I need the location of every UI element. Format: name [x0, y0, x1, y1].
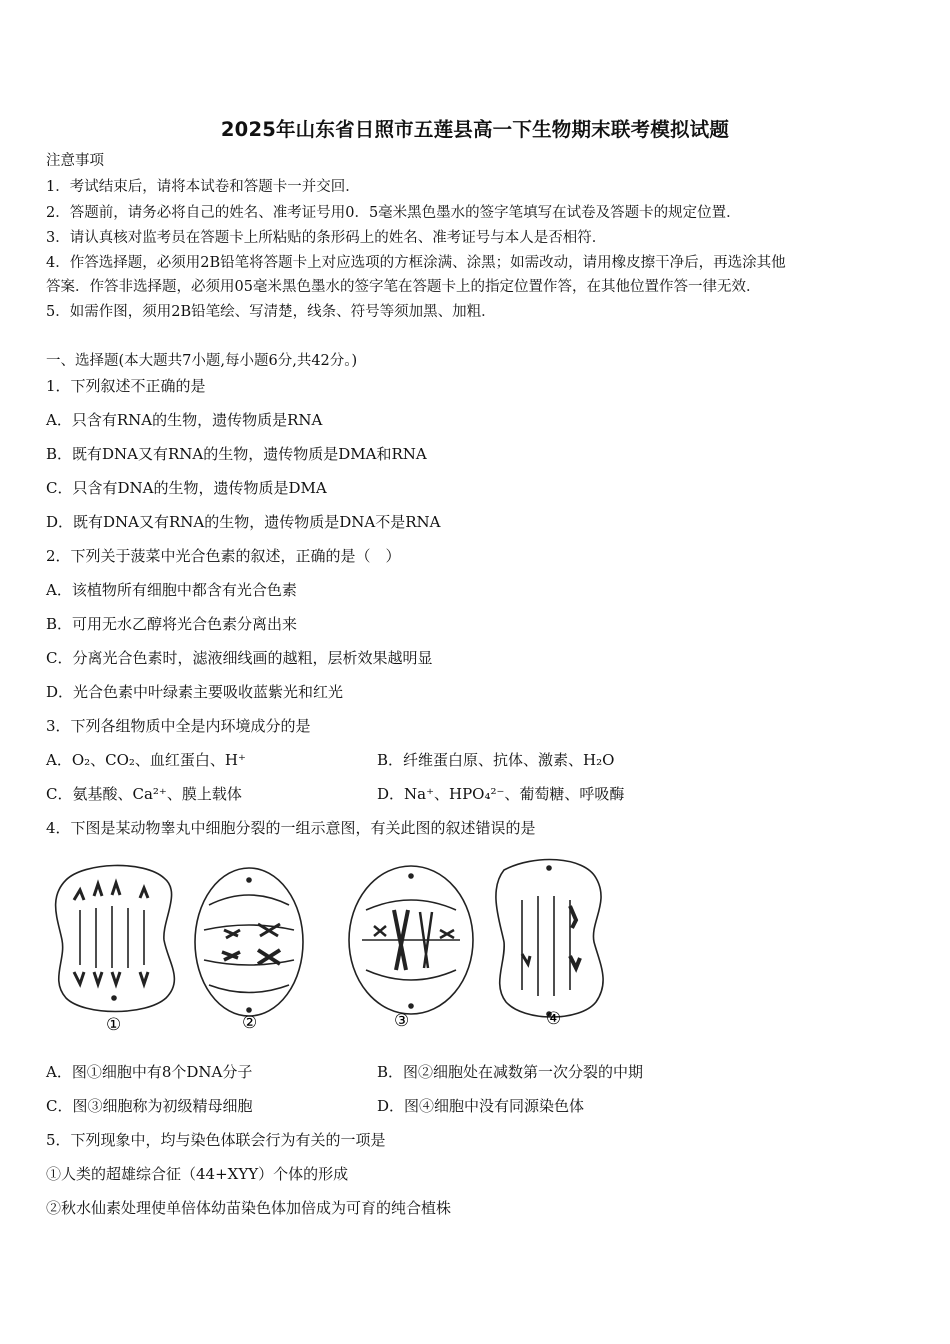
section-heading: 一、选择题(本大题共7小题,每小题6分,共42分。)	[46, 353, 358, 369]
notice-item: 4．作答选择题，必须用2B铅笔将答题卡上对应选项的方框涂满、涂黑；如需改动，请用橡皮擦干净后，再选涂其他	[46, 255, 786, 271]
notice-item: 答案．作答非选择题，必须用05毫米黑色墨水的签字笔在答题卡上的指定位置作答，在其他位置作答一律无效．	[46, 279, 761, 295]
question-1-stem: 1．下列叙述不正确的是	[46, 377, 206, 395]
figure-label-2: ②	[242, 1013, 258, 1033]
q1-option-a: A．只含有RNA的生物，遗传物质是RNA	[46, 411, 323, 429]
figure-label-1: ①	[106, 1015, 122, 1035]
q3-option-a: A．O₂、CO₂、血红蛋白、H⁺	[46, 751, 246, 769]
figure-label-4: ④	[546, 1009, 562, 1029]
q3-option-c: C．氨基酸、Ca²⁺、膜上载体	[46, 785, 242, 803]
q2-option-a: A．该植物所有细胞中都含有光合色素	[46, 581, 297, 599]
q4-option-a: A．图①细胞中有8个DNA分子	[46, 1063, 253, 1081]
cell-4-diagram	[496, 860, 603, 1017]
q1-option-d: D．既有DNA又有RNA的生物，遗传物质是DNA不是RNA	[46, 513, 441, 531]
q5-item-1: ①人类的超雄综合征（44+XYY）个体的形成	[46, 1165, 349, 1183]
q4-option-b: B．图②细胞处在减数第一次分裂的中期	[377, 1063, 644, 1081]
q4-option-c: C．图③细胞称为初级精母细胞	[46, 1097, 253, 1115]
q2-option-b: B．可用无水乙醇将光合色素分离出来	[46, 615, 298, 633]
q2-option-d: D．光合色素中叶绿素主要吸收蓝紫光和红光	[46, 683, 344, 701]
cell-1-diagram	[56, 865, 175, 1011]
q2-option-c: C．分离光合色素时，滤液细线画的越粗，层析效果越明显	[46, 649, 433, 667]
notice-item: 3．请认真核对监考员在答题卡上所粘贴的条形码上的姓名、准考证号与本人是否相符．	[46, 230, 607, 246]
notice-item: 2．答题前，请务必将自己的姓名、准考证号用0．5毫米黑色墨水的签字笔填写在试卷及答题卡的规定位置．	[46, 205, 741, 221]
page-title: 2025年山东省日照市五莲县高一下生物期末联考模拟试题	[220, 118, 730, 141]
notice-item: 1．考试结束后，请将本试卷和答题卡一并交回．	[46, 179, 360, 195]
q1-option-c: C．只含有DNA的生物，遗传物质是DMA	[46, 479, 327, 497]
cell-2-diagram	[195, 868, 303, 1016]
q4-option-d: D．图④细胞中没有同源染色体	[377, 1097, 585, 1115]
q3-option-d: D．Na⁺、HPO₄²⁻、葡萄糖、呼吸酶	[377, 785, 625, 803]
question-2-stem: 2．下列关于菠菜中光合色素的叙述，正确的是（ ）	[46, 547, 401, 565]
cell-3-diagram	[349, 866, 473, 1014]
cell-division-figure	[44, 850, 624, 1040]
question-4-stem: 4．下图是某动物睾丸中细胞分裂的一组示意图，有关此图的叙述错误的是	[46, 819, 536, 837]
figure-label-3: ③	[394, 1011, 410, 1031]
q1-option-b: B．既有DNA又有RNA的生物，遗传物质是DMA和RNA	[46, 445, 427, 463]
question-5-stem: 5．下列现象中，均与染色体联会行为有关的一项是	[46, 1131, 386, 1149]
notice-item: 5．如需作图，须用2B铅笔绘、写清楚，线条、符号等须加黑、加粗．	[46, 304, 496, 320]
q3-option-b: B．纤维蛋白原、抗体、激素、H₂O	[377, 751, 615, 769]
question-3-stem: 3．下列各组物质中全是内环境成分的是	[46, 717, 311, 735]
notice-heading: 注意事项	[46, 153, 104, 169]
q5-item-2: ②秋水仙素处理使单倍体幼苗染色体加倍成为可育的纯合植株	[46, 1199, 452, 1217]
